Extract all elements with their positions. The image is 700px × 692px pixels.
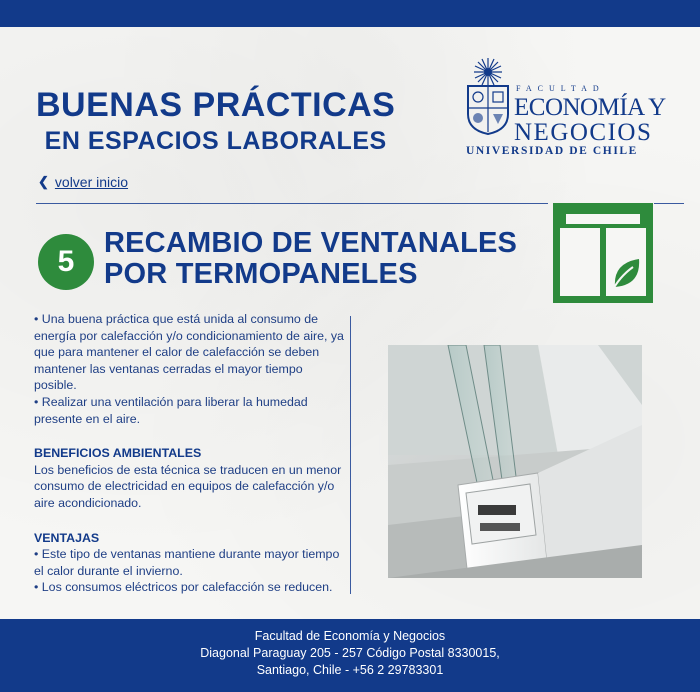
- divider: [36, 203, 548, 204]
- advantage-bullet-1: • Este tipo de ventanas mantiene durante mayor tiempo el calor durante el invierno.: [34, 547, 340, 578]
- logo-economia: ECONOMÍA Y: [514, 94, 666, 121]
- benefits-heading: BENEFICIOS AMBIENTALES: [34, 446, 202, 461]
- benefits-text: Los beneficios de esta técnica se traducen en un menor consumo de electricidad en equipos de calefacción y/o aire acondicionado.: [34, 462, 342, 510]
- window-leaf-icon: [553, 203, 653, 303]
- shield-icon: [466, 84, 510, 136]
- intro-bullet-2: • Realizar una ventilación para liberar la humedad presente en el aire.: [34, 394, 308, 426]
- advantage-bullet-2: • Los consumos eléctricos por calefacción se reducen.: [34, 580, 333, 595]
- page-title: [36, 86, 395, 156]
- section-title-line1: RECAMBIO DE VENTANALES: [104, 227, 518, 259]
- logo-facultad: FACULTAD: [516, 84, 605, 93]
- divider-right: [654, 203, 684, 204]
- top-band: [0, 0, 700, 27]
- logo-negocios: NEGOCIOS: [514, 119, 653, 146]
- back-home-link[interactable]: [38, 174, 128, 190]
- section-title-line2: POR TERMOPANELES: [104, 258, 418, 290]
- vertical-divider: [350, 316, 351, 594]
- footer-line2: Diagonal Paraguay 205 - 257 Código Postal 8330015,: [200, 646, 500, 660]
- content-text: [34, 311, 348, 596]
- advantages-heading: VENTAJAS: [34, 530, 100, 545]
- logo-universidad: UNIVERSIDAD DE CHILE: [466, 145, 638, 157]
- faculty-logo: [464, 56, 666, 161]
- step-number-badge: 5: [38, 234, 94, 290]
- footer-line3: Santiago, Chile - +56 2 29783301: [256, 663, 444, 677]
- intro-bullet-1: • Una buena práctica que está unida al consumo de energía por calefacción y/o condicionamiento de aire, ya que para mantener el calor de calefacción se deben mantener las ventanas cerradas el mayor tiempo posible.: [34, 312, 344, 393]
- page-title-line1: BUENAS PRÁCTICAS: [36, 86, 396, 124]
- page-title-line2: EN ESPACIOS LABORALES: [44, 127, 387, 155]
- chevron-left-icon: ❮: [38, 174, 49, 189]
- footer: [0, 619, 700, 692]
- section-title: [104, 228, 517, 290]
- back-home-label: volver inicio: [54, 174, 129, 190]
- footer-line1: Facultad de Economía y Negocios: [254, 629, 446, 643]
- window-profile-photo: [388, 345, 642, 578]
